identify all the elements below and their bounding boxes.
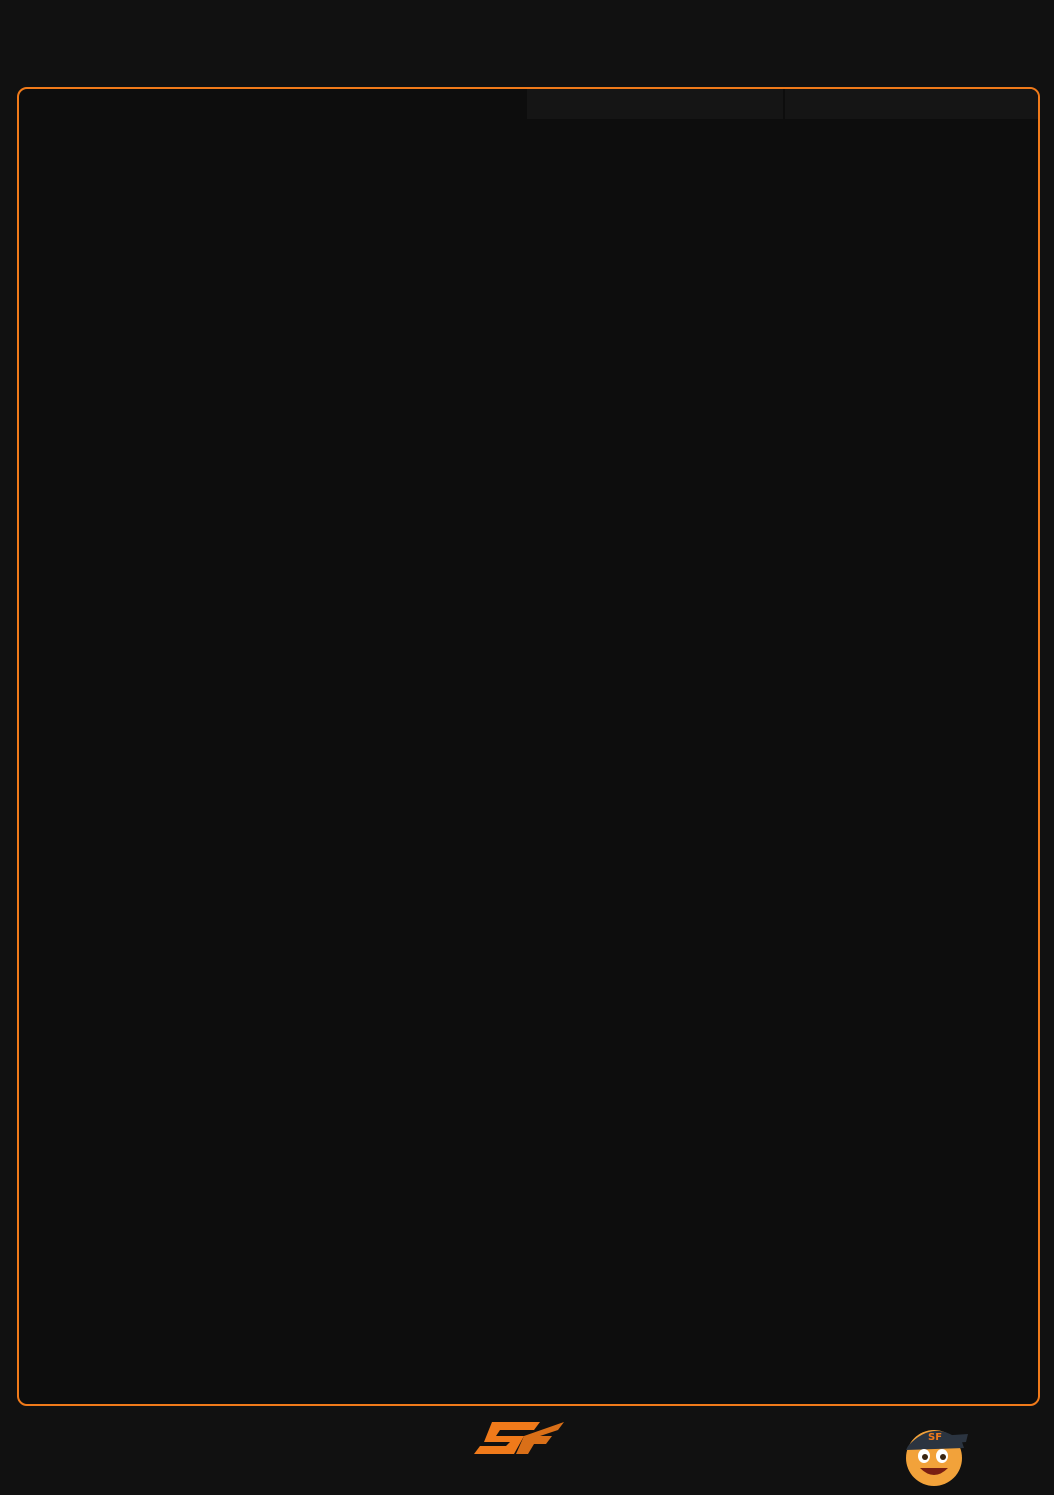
storyboard-table xyxy=(17,87,1040,1406)
svg-text:SF: SF xyxy=(928,1432,943,1443)
column-header-scene xyxy=(527,89,783,119)
footer xyxy=(0,1404,1054,1492)
service-trans-logo xyxy=(440,1414,600,1484)
logo-mark-icon xyxy=(440,1414,600,1466)
column-header-lines xyxy=(785,89,1038,119)
page-header xyxy=(0,0,1054,88)
mascot-icon xyxy=(898,1412,972,1490)
